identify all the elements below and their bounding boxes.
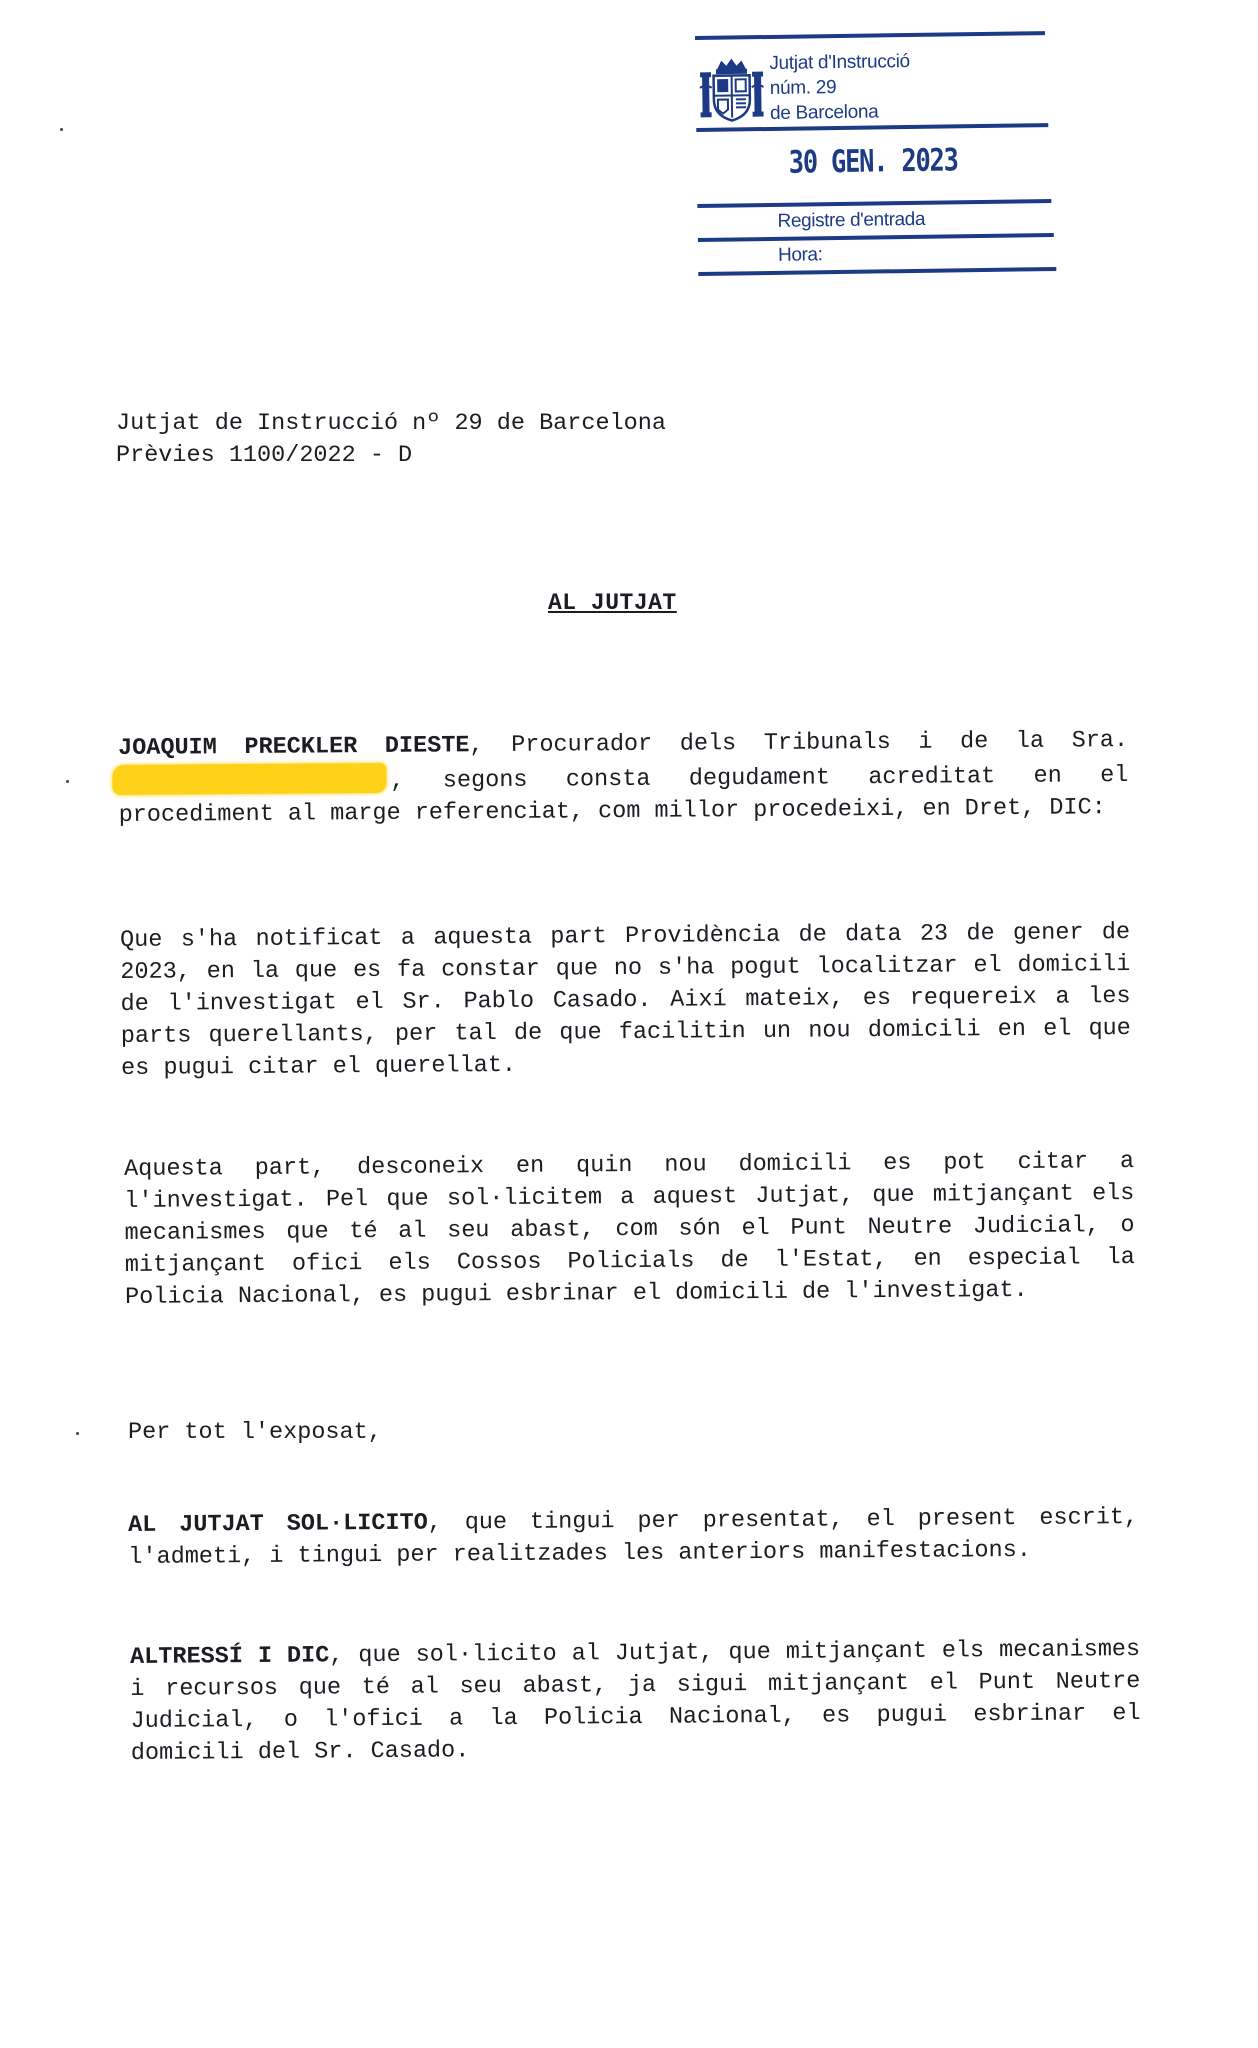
stamp-court-name (769, 49, 911, 126)
scan-speck (66, 780, 69, 783)
coat-of-arms-icon (699, 55, 764, 124)
intro-paragraph (118, 725, 1129, 832)
stamp-rule-bottom (698, 267, 1056, 276)
court-entry-stamp (695, 31, 1058, 281)
scan-speck (60, 128, 63, 131)
attorney-name: JOAQUIM PRECKLER DIESTE (118, 732, 470, 762)
stamp-court-line-1: Jutjat d'Instrucció (769, 51, 911, 74)
stamp-date: 30 GEN. 2023 (788, 142, 958, 181)
additional-lead: ALTRESSÍ I DIC (130, 1642, 330, 1671)
stamp-registry-label: Registre d'entrada (777, 208, 926, 232)
document-heading: AL JUTJAT (548, 590, 677, 616)
transition-paragraph: Per tot l'exposat, (128, 1419, 382, 1446)
stamp-rule-top (695, 31, 1045, 40)
additional-text: , que sol·licito al Jutjat, que mitjançant els mecanismes i recursos que té al seu abast, ja sigui mitjançant el Punt Neutre Judicial, o l'ofici a la Policia Nacional, es pugui esbrinar el domicili del Sr. Casado. (130, 1636, 1141, 1767)
petition-text: , que tingui per presentat, el present escrit, l'admeti, i tingui per realitzades les anteriors manifestacions. (128, 1504, 1139, 1571)
stamp-rule-3 (697, 199, 1051, 208)
scan-speck (76, 1432, 79, 1435)
petition-paragraph (128, 1502, 1138, 1574)
notification-paragraph: Que s'ha notificat a aquesta part Providència de data 23 de gener de 2023, en la que es fa constar que no s'ha pogut localitzar el domicili de l'investigat el Sr. Pablo Casado. Així mateix, es requereix a les parts querellants, per tal de que facilitin un nou domicili en el que es pugui citar el querellat. (120, 919, 1131, 1082)
stamp-rule-4 (698, 233, 1054, 242)
court-name: Jutjat de Instrucció nº 29 de Barcelona (116, 410, 666, 437)
additional-request-paragraph (130, 1634, 1141, 1770)
stamp-time-label: Hora: (777, 244, 823, 266)
intro-text-a: , Procurador dels Tribunals i de la Sra. (469, 727, 1129, 760)
case-number: Prèvies 1100/2022 - D (116, 442, 413, 469)
case-reference (116, 408, 666, 472)
stamp-court-line-2: núm. 29 (769, 77, 837, 99)
intro-text-b: , segons consta degudament acreditat en el procediment al marge referenciat, com millor procedeixi, en Dret, DIC: (118, 762, 1129, 829)
redacted-name-highlight (112, 763, 386, 795)
request-paragraph: Aquesta part, desconeix en quin nou domicili es pot citar a l'investigat. Pel que sol·licitem a aquest Jutjat, que mitjançant els mecanismes que té al seu abast, com són el Punt Neutre Judicial, o mitjançant ofici els Cossos Policials de l'Estat, en especial la Policia Nacional, es pugui esbrinar el domicili de l'investigat. (124, 1148, 1135, 1311)
stamp-court-line-3: de Barcelona (769, 101, 879, 124)
petition-lead: AL JUTJAT SOL·LICITO (128, 1509, 428, 1539)
